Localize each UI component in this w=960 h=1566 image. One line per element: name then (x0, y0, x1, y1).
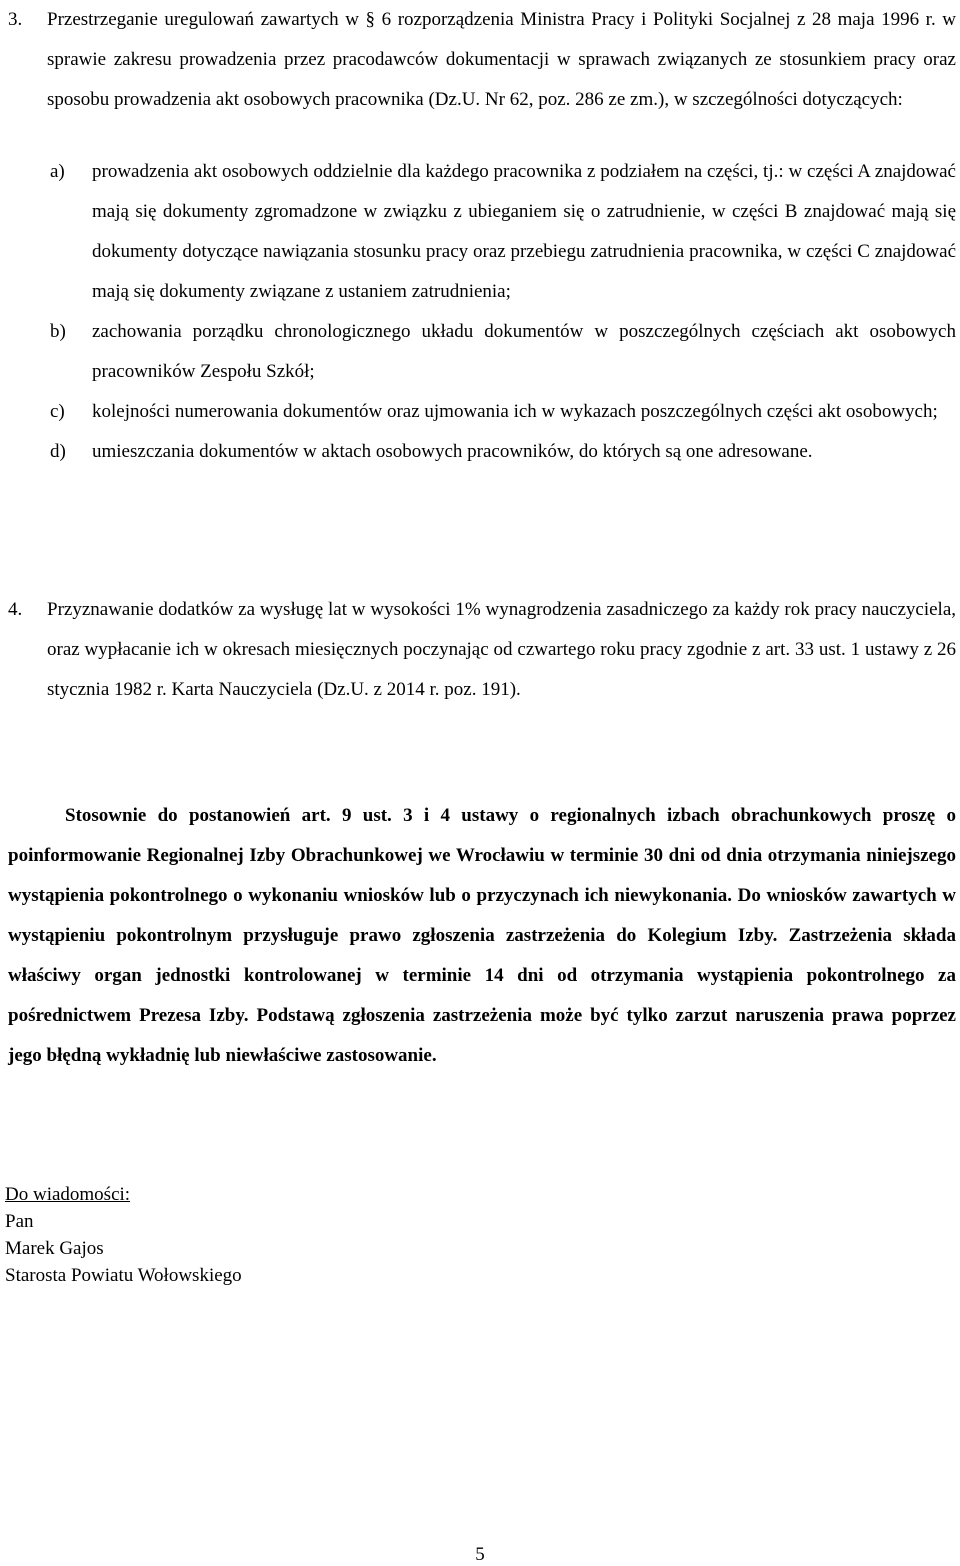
point-text: Przestrzeganie uregulowań zawartych w § 6 rozporządzenia Ministra Pracy i Polityki Socjalnej z 28 maja 1996 r. w sprawie zakresu prowadzenia przez pracodawców dokumentacji w sprawach związanych ze stosunkiem pracy oraz sposobu prowadzenia akt osobowych pracownika (Dz.U. Nr 62, poz. 286 ze zm.), w szczególności dotyczących: (47, 9, 956, 110)
subitem-b (8, 312, 956, 392)
point-number: 3. (8, 9, 23, 30)
distribution-list (5, 1181, 242, 1289)
subitem-c (8, 392, 956, 432)
subitem-letter: b) (50, 321, 66, 342)
subitem-letter: c) (50, 401, 65, 422)
distribution-heading: Do wiadomości: (5, 1184, 131, 1205)
distribution-line: Pan (5, 1211, 34, 1232)
page-number: 5 (475, 1544, 485, 1565)
distribution-line: Marek Gajos (5, 1238, 104, 1259)
point-3 (8, 0, 956, 120)
subitem-text: prowadzenia akt osobowych oddzielnie dla każdego pracownika z podziałem na części, tj.: w części A znajdować mają się dokumenty zgromadzone w związku z ubieganiem się o zatrudnienie, w części B znajdować mają się dokumenty dotyczące nawiązania stosunku pracy oraz przebiegu zatrudnienia pracownika, w części C znajdować mają się dokumenty związane z ustaniem zatrudnienia; (92, 161, 956, 302)
distribution-line: Starosta Powiatu Wołowskiego (5, 1265, 242, 1286)
subitem-a (8, 152, 956, 312)
point-text: Przyznawanie dodatków za wysługę lat w wysokości 1% wynagrodzenia zasadniczego za każdy rok pracy nauczyciela, oraz wypłacanie ich w okresach miesięcznych poczynając od czwartego roku pracy zgodnie z art. 33 ust. 1 ustawy z 26 stycznia 1982 r. Karta Nauczyciela (Dz.U. z 2014 r. poz. 191). (47, 599, 956, 700)
subitem-text: umieszczania dokumentów w aktach osobowych pracowników, do których są one adresowane. (92, 441, 813, 462)
summary-paragraph (8, 796, 956, 1076)
subitem-letter: a) (50, 161, 65, 182)
point-3-subitems (8, 152, 956, 472)
subitem-letter: d) (50, 441, 66, 462)
subitem-d (8, 432, 956, 472)
point-4 (8, 590, 956, 710)
subitem-text: kolejności numerowania dokumentów oraz ujmowania ich w wykazach poszczególnych części akt osobowych; (92, 401, 938, 422)
summary-text: Stosownie do postanowień art. 9 ust. 3 i 4 ustawy o regionalnych izbach obrachunkowych proszę o poinformowanie Regionalnej Izby Obrachunkowej we Wrocławiu w terminie 30 dni od dnia otrzymania niniejszego wystąpienia pokontrolnego o wykonaniu wniosków lub o przyczynach ich niewykonania. Do wniosków zawartych w wystąpieniu pokontrolnym przysługuje prawo zgłoszenia zastrzeżenia do Kolegium Izby. Zastrzeżenia składa właściwy organ jednostki kontrolowanej w terminie 14 dni od otrzymania wystąpienia pokontrolnego za pośrednictwem Prezesa Izby. Podstawą zgłoszenia zastrzeżenia może być tylko zarzut naruszenia prawa poprzez jego błędną wykładnię lub niewłaściwe zastosowanie. (8, 805, 956, 1066)
point-number: 4. (8, 599, 23, 620)
subitem-text: zachowania porządku chronologicznego układu dokumentów w poszczególnych częściach akt osobowych pracowników Zespołu Szkół; (92, 321, 956, 382)
